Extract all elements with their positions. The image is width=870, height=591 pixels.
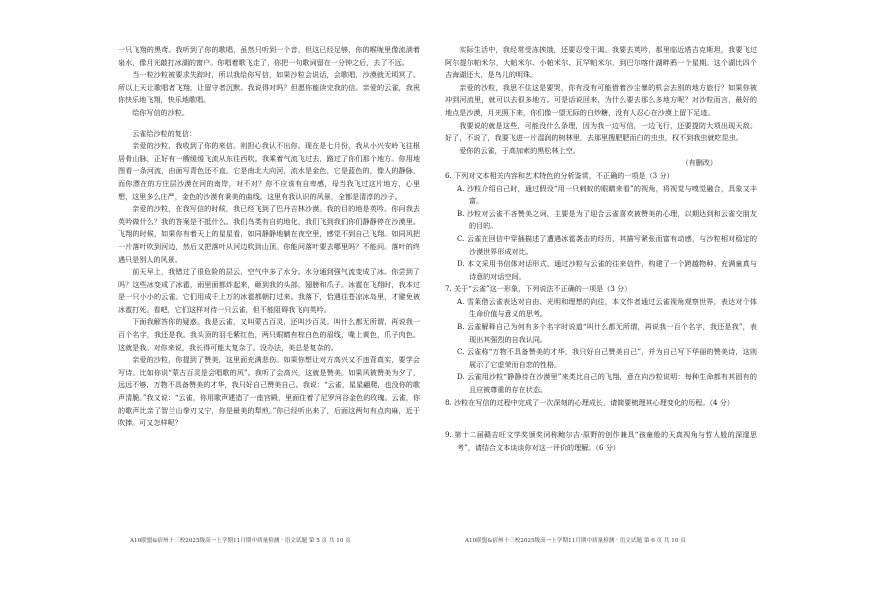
source-note: （有删改）: [681, 158, 717, 168]
answer-space[interactable]: [445, 409, 757, 429]
paragraph: 亲爱的沙粒，在我写信的时候，我已经飞到了巴丹吉林沙漠。我的目的地是英吟。你问我去英吟做什么？我的答案是不抵什么。我们鸟类有自的地化，我们飞到我们你们静静停在沙漠里。飞翔的时候，如果你有着天上的星星看，如同静静地躺在夜空里，感觉不到自己飞翔。如同风把一片落叶吹到河边，然后又把落叶从河边吹到山顶。你能问落叶要去哪里吗？不能问。落叶的终遇只是别人的风景。: [118, 204, 420, 264]
paragraph: 给你写信的沙粒。: [132, 107, 189, 117]
question-7-option-a: A. 雪莱借云雀表达对自由、光明和理想的向往，本文作者通过云雀视角观察世界，表达对个体生命价值与意义的思考。: [457, 296, 757, 319]
paragraph: 实际生活中，我经常受冻挨饿，还要忍受干渴。我要去英吟，那里临近塔吉克斯坦，我要飞过阿尔提尔帕米尔，大帕米尔、小帕米尔、瓦罕帕米尔，到巴尔喀什湖畔鸦一个星期。这个湖比四个吉海湖还大，是鸟儿的明珠。: [445, 45, 757, 80]
question-stem: 沙粒在写信的过程中完成了一次深刻的心理成长，请简要梳理其心理变化的历程。（4 分）: [454, 397, 734, 407]
question-6-option-c: C. 云雀在回信中穿插描述了遭遇冰雹袭击的经历，其描写紧张而富有动感，与沙粒相对稳定的沙漠世界形成对比。: [457, 233, 757, 256]
paragraph: 我要说的就是这些，可能没什么条理，因为我一边写信，一边飞行，还要提防大项出现天敌。好了，不说了，我要飞进一片湿润的树林里，去那里搜肥肥而白的虫虫，权不到我虫就吃昆虫。: [445, 120, 757, 143]
questions-column: [445, 44, 757, 454]
paragraph: 前天早上，我错过了很危险的层云，空气中多了水分。水分通到强气流变成了冰。你尝到了吗？这些冰变成了冰雹，雨里面都炸起来，砸到我的头部，翅膀和爪子。冰雹在飞翔时，我本过是一只小小的云雀。它们用成千上万的冰雹都朝打过来。我落下，恰遇往苍凉冰岛里，才避免被冰雹打死。看吧，它们这样对待一只云雀，但不能阻碍我飞向英吟。: [118, 267, 420, 314]
question-number: 6.: [445, 170, 452, 180]
question-9: [445, 429, 757, 454]
reading-text-column: [118, 44, 420, 430]
question-number: 8.: [445, 397, 452, 407]
question-number: 7.: [445, 284, 452, 294]
paragraph: 亲爱的沙粒，我收到了你的来信。则担心我认不出你。现在是七月份，我从小兴安岭飞往根居骨山脉，正好有一艘缓缓飞流从东往西吹。我乘着气流飞过去，路过了你们那个地方。你用地图看一条河流，由面写青色还不直，它是南北大向河，流水是金色，它是蓝色的，像人的静脉，而你漂在的方庄层沙漠在河的南岸，对不对？你不应该有自卑感，母当我飞过这片地方，心里想，这里多么庄严，金色的沙漠有秉美的曲线。这里有我认识的风景，全都是清淳的沙子。: [118, 141, 420, 201]
question-6-option-b: B. 沙粒对云雀不吝赞美之词，主要是为了迎合云雀喜欢被赞美的心理，以期达到和云雀交朋友的目的。: [457, 208, 757, 231]
question-stem: 关于“云雀”这一形象，下列说法不正确的一项是（3 分）: [454, 284, 632, 294]
question-stem: 下列对文本相关内容和艺术特色的分析鉴赏，不正确的一项是（3 分）: [454, 170, 674, 180]
paragraph: 亲爱的沙粒，我思不住这是要哭，你有没有可能借着沙尘暴的机会去别的地方旅行？如果你被冲到河流里，就可以去很多地方。可是话说回来，为什么要去那么多地方呢？对沙粒而言，最好的地点是沙漠，月光照下来，你们像一望无际的白炒糖，没有人忍心在沙漠上留下足迹。: [445, 82, 757, 117]
question-stem: 第十二届赣吉旺文学奖颁奖词称鲍尔吉·原野的创作兼具“孩童般的天真视角与哲人般的深邃思考”，请结合文本谈谈你对这一评价的理解。（6 分）: [454, 430, 757, 452]
page-footer: A10联盟&宿州十三校2025级高一上学期11月期中质量检测 · 语文试题 第 6 页 共 10 页: [465, 538, 686, 544]
page-footer: A10联盟&宿州十三校2025级高一上学期11月期中质量检测 · 语文试题 第 5 页 共 10 页: [130, 538, 351, 544]
paragraph: 亲爱的沙粒，你提到了赞美，这里面充满悲伤。如果你想让对方高兴又不违背真实，要学会写诗。比如你说“蒙古百灵是会唱歌的风”。我听了会高兴，这就是赞美。如果风被赞美为夕了，远远不够，万物不具备赞美的才华，我只好自己赞美自己。我说：“云雀，星星翩爬，也没你的歌声清脆。”我又说：“云雀，你用歌声建造了一座宫殿，里面住着了尼罗河谷金色的玫瑰。云雀，你的歌声比亲了智兰山拳刃又宁，你是最美的犁煎。”你已经听出来了，后面这两句有点肉麻，近于吹捧。可又怎样呢？: [118, 355, 420, 428]
paragraph: 当一粒沙粒被要求失踪时，所以我给你写信，如果沙粒会说话，会歌唱，沙漠就无顷冥了。所以上天让歌唱者飞翔，让留守者沉默。我说得对吗？但愿你能读完我的信。亲爱的云雀，我祝你快乐地飞翔，快乐地歌唱。: [118, 70, 420, 105]
question-7-option-d: D. 云雀用沙粒“静静待在沙漠里”来类比自己的飞翔，意在向沙粒说明：每种生命都有其固有的且应被尊重的存在状态。: [457, 372, 757, 395]
question-number: 9.: [445, 430, 452, 440]
exam-page-6: [435, 0, 870, 591]
paragraph: 一只飞翔的黑鸢。我听到了你的歌唱，虽然只听到一个音，但这已经足够，你的喉咙里像流淌着泉水，像月光敲打冰湖的窗户。你唱着歌飞走了，你把一句歌词留在一分钟之后，去了不远。: [118, 45, 420, 67]
question-6-option-d: D. 本文采用书信体对话形式，通过沙粒与云雀的往来信件，构建了一个跨越物种、充满童真与诗意的对话空间。: [457, 259, 757, 281]
question-7-option-c: C. 云雀称“万物不具备赞美的才华，我只好自己赞美自己”，并为自己写下华丽的赞美诗，这则展示了它虚荣而自恋的性格。: [457, 347, 757, 369]
question-6: [445, 170, 757, 183]
question-7: [445, 283, 757, 296]
letter-signature: 爱你的云雀，于高加索的黑松林上空。: [459, 145, 580, 155]
question-8: [445, 397, 757, 410]
question-7-option-b: B. 云雀解释自己为何有多个名字时说道“叫什么都无所谓，再说我一百个名字，我还是我”，表现出其强烈的自我认同。: [457, 322, 757, 344]
paragraph: 下面我解答你的疑惑。我是云雀，又叫蒙古百灵，还叫沙百灵。叫什么都无所谓，再说我一百个名字，我还是我。我头顶的羽毛紫红色，两只眼睛有棕白色的眉线，喙上黄色，爪子肉色。这就是我。对你来说，我长得可能太复杂了。没办法，美总是复杂的。: [118, 317, 420, 352]
letter-heading: 云雀给沙粒的复信：: [132, 128, 197, 138]
question-6-option-a: A. 沙粒介绍自己时，通过假设“用一只刺蚁的眼睛来看”的视角，将视觉与嗅觉融合，具象又丰富。: [457, 183, 757, 206]
